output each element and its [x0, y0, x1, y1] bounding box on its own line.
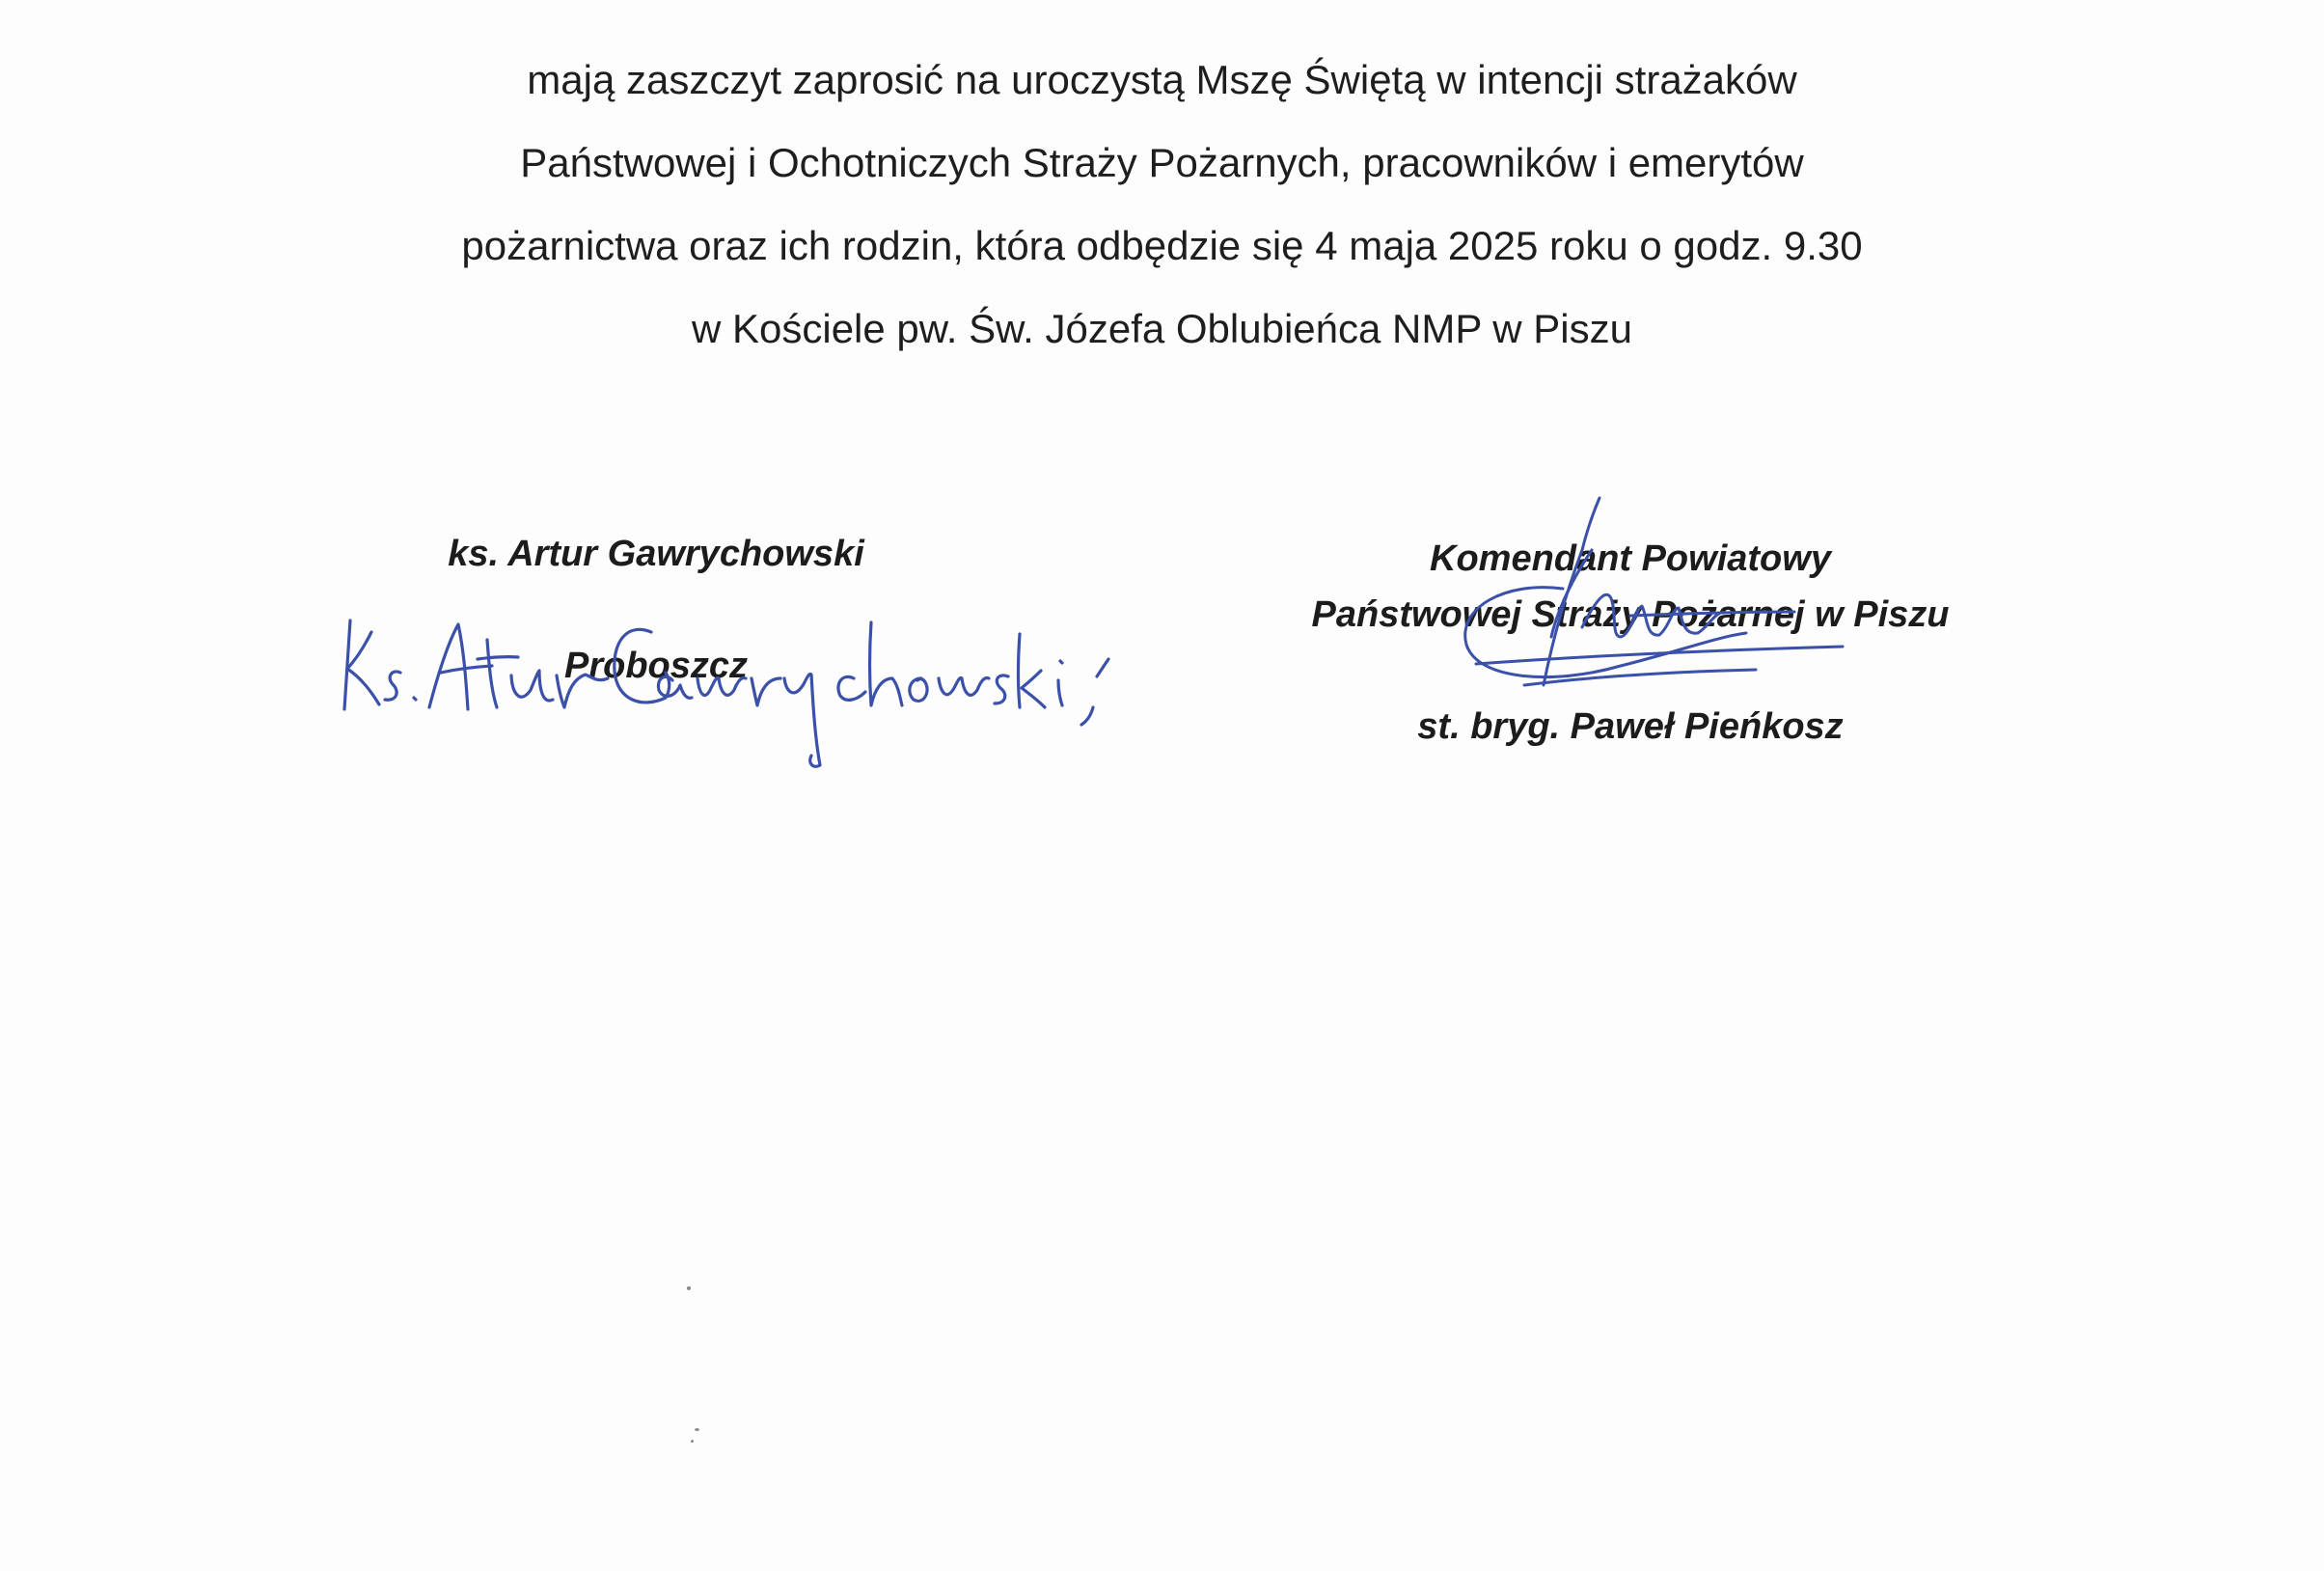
scan-speck: [695, 1428, 699, 1431]
priest-role: Proboszcz: [563, 646, 749, 686]
invitation-line-2: Państwowej i Ochotniczych Straży Pożarnych, pracowników i emerytów: [520, 140, 1804, 185]
commander-name: st. bryg. Paweł Pieńkosz: [1417, 706, 1844, 747]
scan-speck: [687, 1286, 691, 1290]
handwritten-signature-commander: [1389, 492, 1852, 714]
invitation-text: [0, 39, 2324, 371]
invitation-line-4: w Kościele pw. Św. Józefa Oblubieńca NMP w Piszu: [691, 306, 1632, 351]
invitation-line-1: mają zaszczyt zaprosić na uroczystą Mszę Świętą w intencji strażaków: [527, 57, 1797, 102]
commander-title-line-2: Państwowej Straży Pożarnej w Piszu: [1311, 594, 1950, 635]
scan-speck: [691, 1440, 694, 1443]
priest-name: ks. Artur Gawrychowski: [448, 534, 864, 574]
handwritten-signature-priest: [333, 565, 1249, 777]
invitation-line-3: pożarnictwa oraz ich rodzin, która odbędzie się 4 maja 2025 roku o godz. 9.30: [461, 223, 1863, 268]
commander-title-line-1: Komendant Powiatowy: [1430, 538, 1831, 579]
